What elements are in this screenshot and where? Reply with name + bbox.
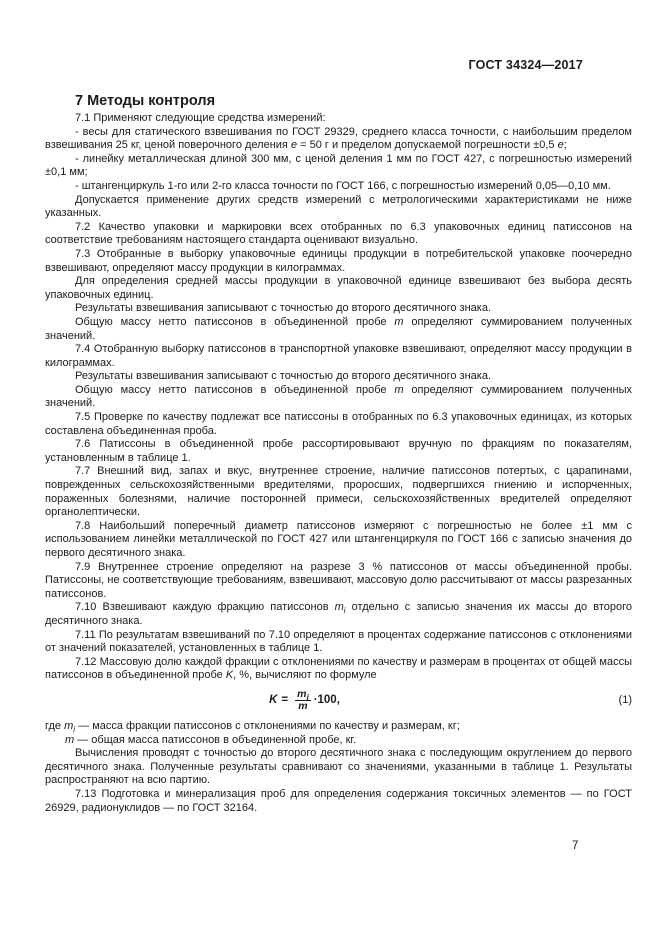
page-number: 7 [572,840,579,852]
paragraph: 7.7 Внешний вид, запах и вкус, внутреннее строение, наличие патиссонов потертых, с царапинами, поврежденных сельскохозяйственными вредителями, проросших, подвергшихся гниению и испорченных, пораженных болезнями, наличие посторонней примеси, сельскохозяйственных вредителей определяют органолептически. [45,465,632,519]
paragraph: 7.11 По результатам взвешиваний по 7.10 определяют в процентах содержание патиссонов с отклонениями от значений показателей, установленных в таблице 1. [45,628,632,655]
paragraph: 7.4 Отобранную выборку патиссонов в транспортной упаковке взвешивают, определяют массу продукции в килограммах. [45,343,632,369]
document-body [45,112,632,815]
formula-block [45,687,632,715]
paragraph: 7.8 Наибольший поперечный диаметр патиссонов измеряют с погрешностью не более ±1 мм с использованием линейки металлической по ГОСТ 427 или штангенциркуля по ГОСТ 166 с записью значения до первого десятичного знака. [45,519,632,559]
fraction-denominator: m [295,700,310,712]
paragraphs-after-formula [45,720,632,815]
paragraph: где $m_i$ — масса фракции патиссонов с отклонениями по качеству и размерам, кг; [45,719,460,735]
paragraph: Результаты взвешивания записывают с точностью до второго десятичного знака. [75,370,491,383]
fraction [294,689,312,712]
fraction-numerator: $m_i$ [297,688,309,703]
paragraph: 7.3 Отобранные в выборку упаковочные единицы продукции в потребительской упаковке поочередно взвешивают, определяют массу продукции в килограммах. [45,247,632,274]
formula-multiplier: ·100, [313,694,340,707]
paragraph: 7.9 Внутреннее строение определяют на разрезе 3 % патиссонов от массы объединенной пробы. Патиссоны, не соответствующие требованиям, взвешивают, массовую долю рассчитывают от массы разрезанных патиссонов. [45,560,632,600]
paragraph: Допускается применение других средств измерений с метрологическими характеристиками не ниже указанных. [45,193,632,220]
paragraph: - весы для статического взвешивания по ГОСТ 29329, среднего класса точности, с наибольшим пределом взвешивания 25 кг, ценой поверочного деления е = 50 г и пределом допускаемой погрешности ±0,5 е; [45,125,632,152]
paragraph: 7.13 Подготовка и минерализация проб для определения содержания токсичных элементов — по ГОСТ 26929, радионуклидов — по ГОСТ 32164. [45,787,632,814]
paragraph: 7.5 Проверке по качеству подлежат все патиссоны в отобранных по 6.3 упаковочных единицах, из которых составлена объединенная проба. [45,411,632,437]
paragraph: m — общая масса патиссонов в объединенной пробе, кг. [65,733,357,746]
paragraph: 7.6 Патиссоны в объединенной пробе рассортировывают вручную по фракциям по показателям, установленным в таблице 1. [45,438,632,464]
section-title: 7 Методы контроля [75,93,216,109]
paragraphs-before-formula [45,112,632,683]
paragraph: Вычисления проводят с точностью до второго десятичного знака с последующим округлением до первого десятичного знака. Полученные результаты сравнивают со значениями, указанными в таблице 1. Результаты распространяют на всю партию. [45,747,632,787]
paragraph: 7.10 Взвешивают каждую фракцию патиссонов $m_i$ отдельно с записью значения их массы до второго десятичного знака. [45,601,632,627]
document-number: ГОСТ 34324—2017 [468,58,583,72]
paragraph: - линейку металлическая длиной 300 мм, с ценой деления 1 мм по ГОСТ 427, с погрешностью измерений ±0,1 мм; [45,152,632,179]
formula-lhs: K [269,694,278,707]
formula [269,689,340,712]
equals-sign: = [281,694,289,707]
paragraph: Общую массу нетто патиссонов в объединенной пробе m определяют суммированием полученных значений. [45,315,632,342]
paragraph: 7.12 Массовую долю каждой фракции с отклонениями по качеству и размерам в процентах от общей массы патиссонов в объединенной пробе K, %, вычисляют по формуле [45,655,632,682]
paragraph: Результаты взвешивания записывают с точностью до второго десятичного знака. [75,302,491,315]
paragraph: - штангенциркуль 1-го или 2-го класса точности по ГОСТ 166, с погрешностью измерений 0,05—0,10 мм. [75,179,611,192]
paragraph: 7.1 Применяют следующие средства измерений: [75,112,326,124]
paragraph: Для определения средней массы продукции в упаковочной единице взвешивают без выбора десять упаковочных единиц. [45,275,632,301]
paragraph: 7.2 Качество упаковки и маркировки всех отобранных по 6.3 упаковочных единиц патиссонов на соответствие требованиям настоящего стандарта оценивают визуально. [45,220,632,247]
paragraph: Общую массу нетто патиссонов в объединенной пробе m определяют суммированием полученных значений. [45,383,632,410]
formula-number: (1) [618,693,632,706]
